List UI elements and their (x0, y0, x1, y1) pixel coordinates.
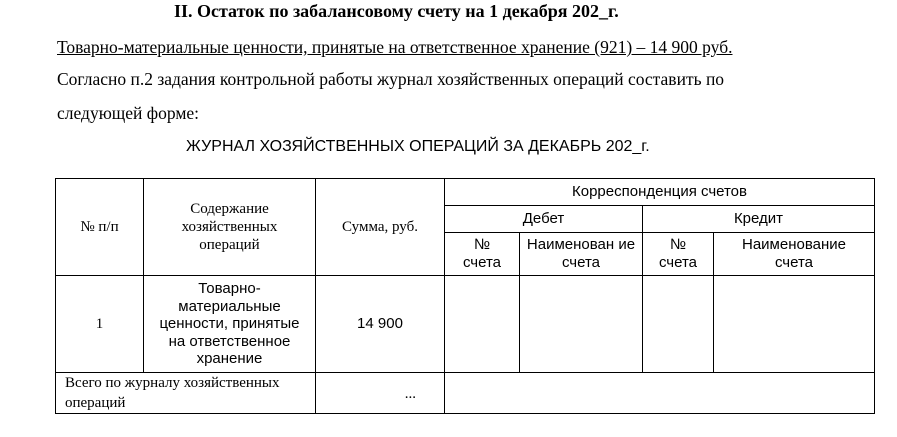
header-credit-account-no: № счета (643, 233, 714, 276)
journal-table (55, 178, 875, 414)
instruction-line-2: следующей форме: (57, 103, 200, 123)
instruction-line-1: Согласно п.2 задания контрольной работы журнал хозяйственных операций составить по (57, 69, 725, 89)
header-content: Содержание хозяйственных операций (144, 179, 316, 276)
row-credit-account-name (714, 276, 875, 373)
header-amount: Сумма, руб. (316, 179, 445, 276)
total-row (56, 373, 875, 414)
table-row (56, 276, 875, 373)
total-amount: ... (316, 373, 445, 414)
row-amount: 14 900 (316, 276, 445, 373)
row-credit-account-no (643, 276, 714, 373)
section-heading: II. Остаток по забалансовому счету на 1 декабря 202_г. (174, 1, 619, 21)
header-debit: Дебет (445, 206, 643, 233)
row-debit-account-name (520, 276, 643, 373)
journal-title: ЖУРНАЛ ХОЗЯЙСТВЕННЫХ ОПЕРАЦИЙ ЗА ДЕКАБРЬ 202_г. (186, 138, 650, 155)
header-debit-account-name: Наименован ие счета (520, 233, 643, 276)
row-content: Товарно-материальные ценности, принятые на ответственное хранение (144, 276, 316, 373)
header-correspondence: Корреспонденция счетов (445, 179, 875, 206)
row-number: 1 (56, 276, 144, 373)
row-debit-account-no (445, 276, 520, 373)
header-credit: Кредит (643, 206, 875, 233)
total-correspondence-cell (445, 373, 875, 414)
header-row-1 (56, 179, 875, 206)
header-credit-account-name: Наименование счета (714, 233, 875, 276)
total-label: Всего по журналу хозяйственных операций (56, 373, 316, 414)
header-debit-account-no: № счета (445, 233, 520, 276)
balance-line: Товарно-материальные ценности, принятые на ответственное хранение (921) – 14 900 руб. (57, 37, 733, 57)
header-number: № п/п (56, 179, 144, 276)
